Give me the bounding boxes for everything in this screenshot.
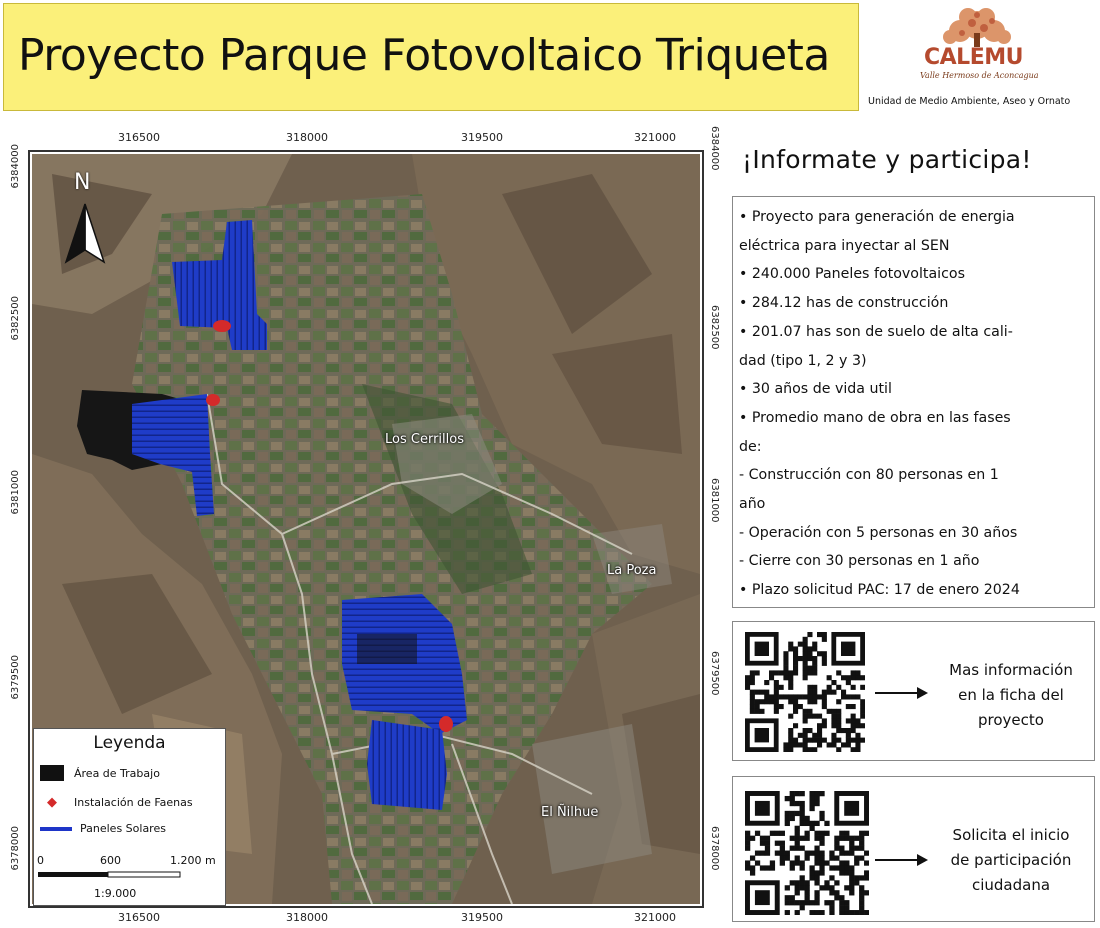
- info-line: • 201.07 has son de suelo de alta cali-: [739, 323, 1013, 340]
- info-line: • 284.12 has de construcción: [739, 295, 949, 312]
- qr-caption-line: ciudadana: [971, 876, 1051, 894]
- info-line: eléctrica para inyectar al SEN: [739, 237, 950, 254]
- legend-label: Paneles Solares: [80, 822, 166, 835]
- info-line: de:: [739, 438, 762, 455]
- y-tick-right: 6378000: [709, 826, 720, 871]
- arrow-right-icon: [875, 686, 929, 700]
- qr-code-icon[interactable]: [745, 632, 865, 752]
- x-tick-bottom: 321000: [634, 911, 676, 924]
- legend-title: Leyenda: [93, 733, 166, 753]
- blue-line-icon: [40, 827, 72, 831]
- x-tick-top: 321000: [634, 131, 676, 144]
- qr-caption-line: en la ficha del: [958, 686, 1064, 704]
- y-tick-right: 6379500: [709, 651, 720, 696]
- scale-label-0: 0: [37, 854, 44, 867]
- legend-item-solar: [40, 822, 166, 835]
- arrow-right-icon: [875, 853, 929, 867]
- legend-item-work-area: [40, 765, 160, 781]
- info-line: • 240.000 Paneles fotovoltaicos: [739, 266, 965, 283]
- north-label: N: [74, 170, 91, 195]
- logo-subtitle: Unidad de Medio Ambiente, Aseo y Ornato: [868, 96, 1071, 107]
- scale-ratio: 1:9.000: [94, 887, 137, 900]
- map-legend: [33, 728, 226, 906]
- legend-label: Área de Trabajo: [74, 766, 160, 780]
- y-tick-left: 6378000: [10, 826, 21, 871]
- scale-label-600: 600: [100, 854, 121, 867]
- x-tick-bottom: 318000: [286, 911, 328, 924]
- qr-code-icon[interactable]: [745, 791, 869, 915]
- x-tick-top: 316500: [118, 131, 160, 144]
- title-banner: [3, 3, 859, 111]
- black-swatch-icon: [40, 765, 64, 781]
- y-tick-left: 6384000: [10, 144, 21, 189]
- y-tick-right: 6384000: [709, 126, 720, 171]
- info-line: - Construcción con 80 personas en 1: [739, 467, 999, 484]
- info-line: - Operación con 5 personas en 30 años: [739, 524, 1018, 541]
- qr-block-project-info[interactable]: [732, 621, 1095, 761]
- page-title: Proyecto Parque Fotovoltaico Triqueta: [18, 30, 830, 81]
- x-tick-bottom: 319500: [461, 911, 503, 924]
- scale-label-1200: 1.200 m: [170, 854, 216, 867]
- qr-caption: [931, 658, 1091, 733]
- info-line: - Cierre con 30 personas en 1 año: [739, 553, 980, 570]
- scale-bar: [38, 871, 188, 879]
- y-tick-right: 6382500: [709, 305, 720, 350]
- logo-wordmark: CALEMU: [924, 45, 1023, 70]
- x-tick-top: 319500: [461, 131, 503, 144]
- legend-label: Instalación de Faenas: [74, 796, 193, 809]
- qr-caption: [931, 823, 1091, 898]
- info-line: dad (tipo 1, 2 y 3): [739, 352, 867, 369]
- qr-block-participation[interactable]: [732, 776, 1095, 922]
- info-line: • Promedio mano de obra en las fases: [739, 409, 1011, 426]
- place-label: Los Cerrillos: [385, 432, 464, 447]
- qr-caption-line: Mas información: [949, 661, 1073, 679]
- info-line: • Proyecto para generación de energia: [739, 209, 1015, 225]
- qr-caption-line: Solicita el inicio: [952, 826, 1070, 844]
- logo-tagline: Valle Hermoso de Aconcagua: [920, 71, 1039, 80]
- qr-caption-line: de participación: [950, 851, 1072, 869]
- project-info-box: [732, 196, 1095, 608]
- municipality-logo: [862, 3, 1097, 111]
- y-tick-left: 6379500: [10, 655, 21, 700]
- y-tick-right: 6381000: [709, 478, 720, 523]
- place-label: La Poza: [607, 563, 657, 578]
- x-tick-bottom: 316500: [118, 911, 160, 924]
- x-tick-top: 318000: [286, 131, 328, 144]
- info-heading: ¡Informate y participa!: [742, 145, 1032, 174]
- info-line: • 30 años de vida util: [739, 381, 892, 398]
- y-tick-left: 6381000: [10, 470, 21, 515]
- red-diamond-icon: ◆: [47, 795, 57, 810]
- qr-caption-line: proyecto: [978, 711, 1044, 729]
- place-label: El Ñilhue: [541, 805, 599, 820]
- info-line: • Plazo solicitud PAC: 17 de enero 2024: [739, 582, 1020, 599]
- y-tick-left: 6382500: [10, 296, 21, 341]
- info-line: año: [739, 496, 766, 513]
- town-el-nilhue: [532, 724, 652, 874]
- legend-item-facility: [40, 795, 193, 810]
